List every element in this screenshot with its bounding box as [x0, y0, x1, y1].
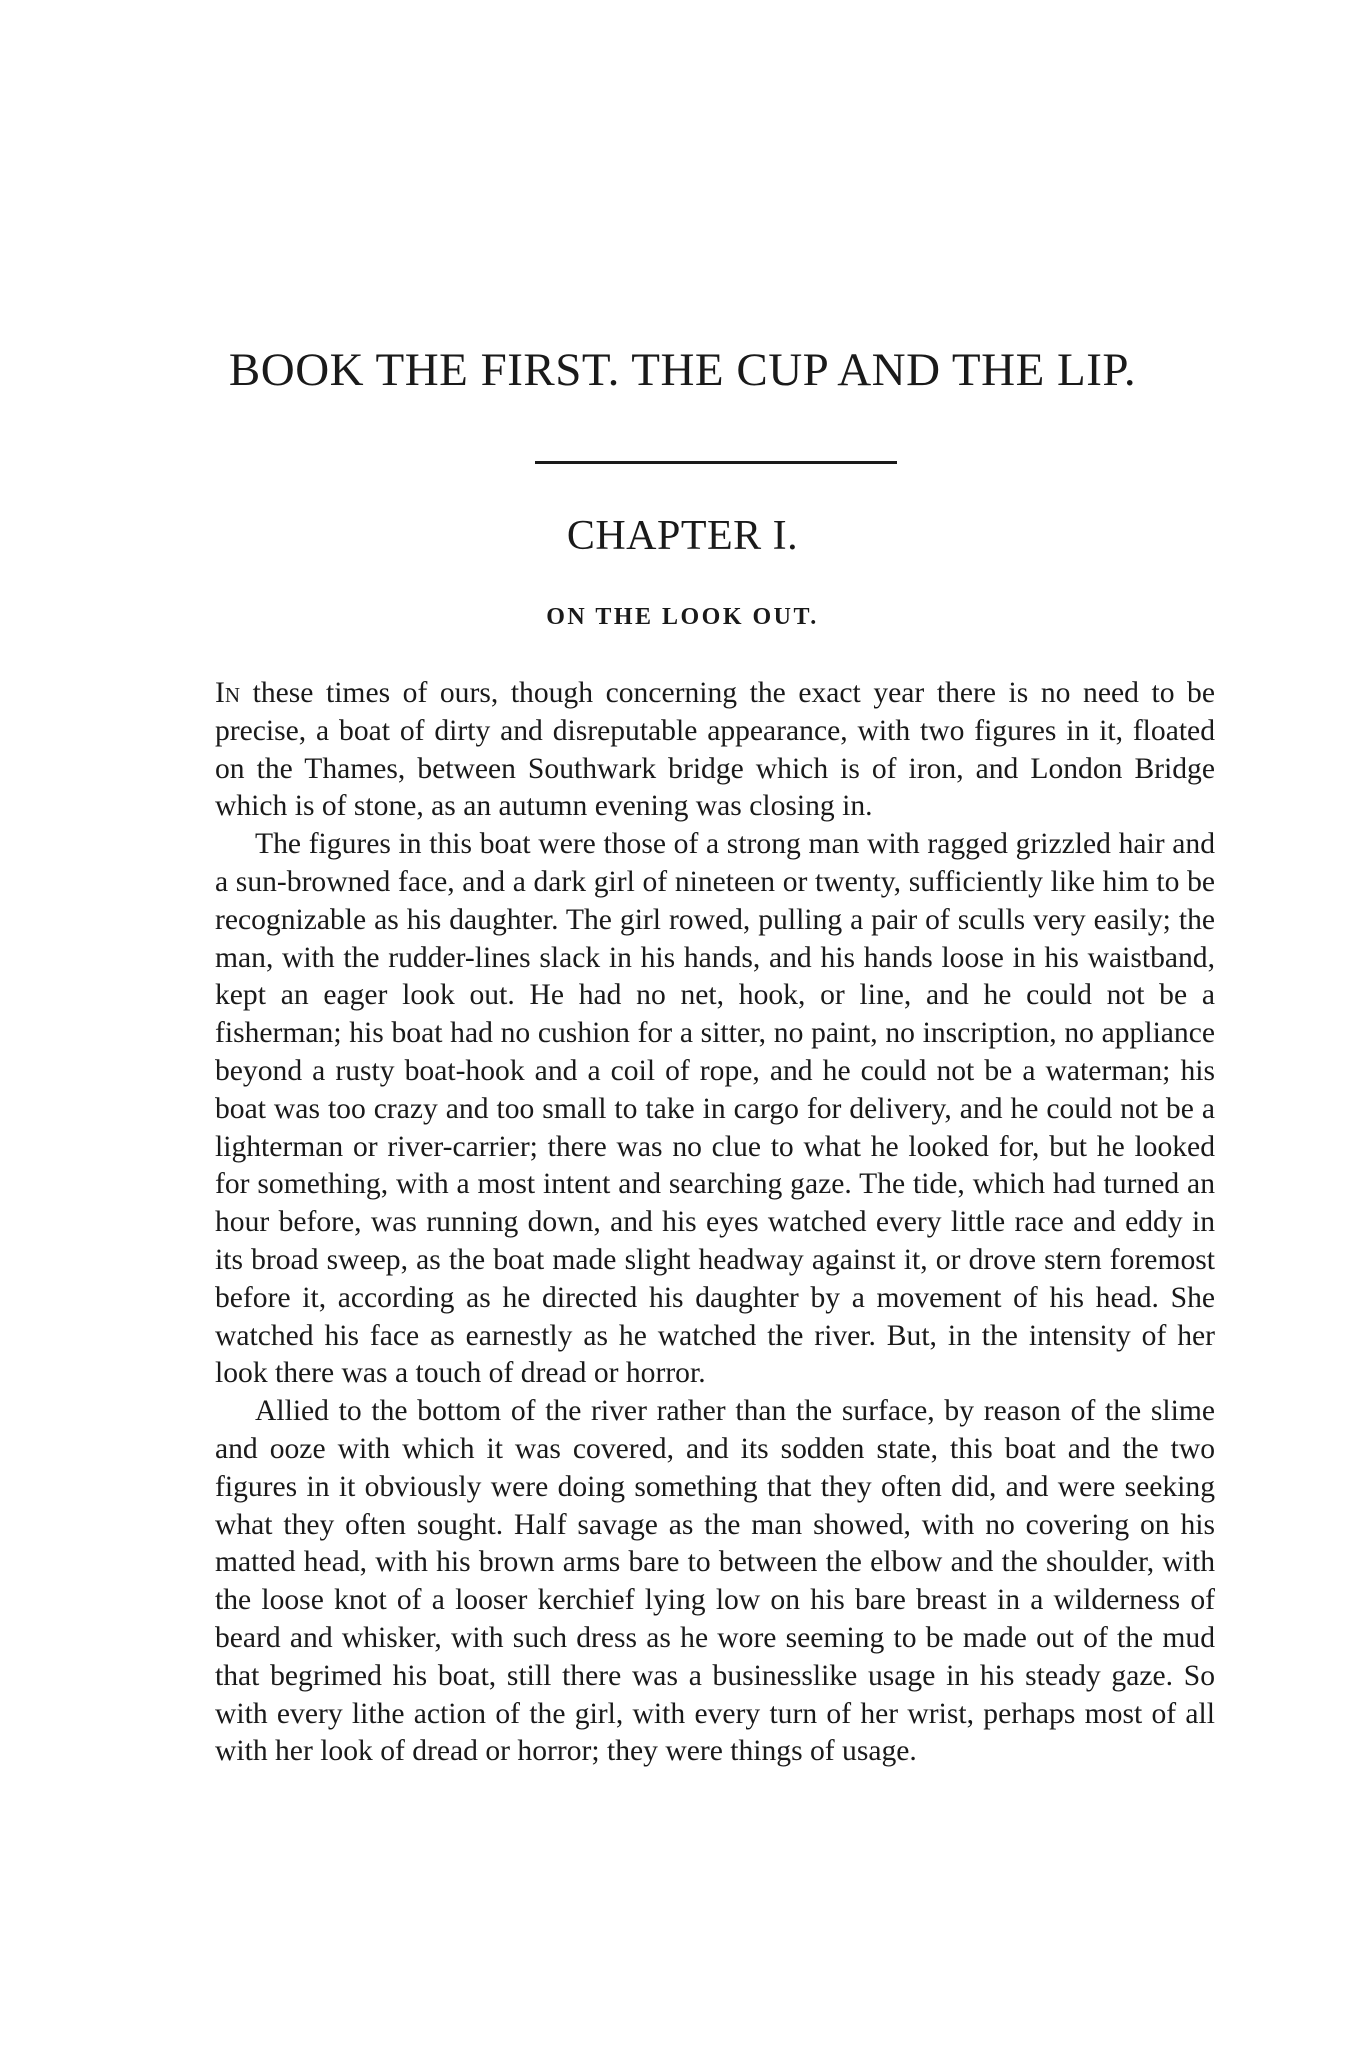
chapter-subtitle: ON THE LOOK OUT.: [546, 604, 819, 630]
paragraph-text: these times of ours, though concerning the exact year there is no need to be precise, a boat of dirty and disreputable appearance, with two figures in it, floated on the Thames, between Southwark bridge which is of iron, and London Bridge which is of stone, as an autumn evening was closing in.: [215, 677, 1215, 823]
paragraph-1: [215, 675, 1215, 826]
paragraph-3: Allied to the bottom of the river rather than the surface, by reason of the slime and ooze with which it was covered, and its sodden state, this boat and the two figures in it obviously were doing something that they often did, and were seeking what they often sought. Half savage as the man showed, with no covering on his matted head, with his brown arms bare to between the elbow and the shoulder, with the loose knot of a looser kerchief lying low on his bare breast in a wilderness of beard and whisker, with such dress as he wore seeming to be made out of the mud that begrimed his boat, still there was a businesslike usage in his steady gaze. So with every lithe action of the girl, with every turn of her wrist, perhaps most of all with her look of dread or horror; they were things of usage.: [215, 1395, 1215, 1768]
book-title: BOOK THE FIRST. THE CUP AND THE LIP.: [228, 344, 1137, 396]
paragraph-lead-word: In: [215, 677, 241, 709]
title-divider: [535, 461, 897, 464]
chapter-body: [215, 675, 1215, 1771]
paragraph-2: The figures in this boat were those of a strong man with ragged grizzled hair and a sun-browned face, and a dark girl of nineteen or twenty, sufficiently like him to be recognizable as his daughter. The girl rowed, pulling a pair of sculls very easily; the man, with the rudder-lines slack in his hands, and his hands loose in his waistband, kept an eager look out. He had no net, hook, or line, and he could not be a fisherman; his boat had no cushion for a sitter, no paint, no inscription, no appliance beyond a rusty boat-hook and a coil of rope, and he could not be a waterman; his boat was too crazy and too small to take in cargo for delivery, and he could not be a lighterman or river-carrier; there was no clue to what he looked for, but he looked for something, with a most intent and searching gaze. The tide, which had turned an hour before, was running down, and his eyes watched every little race and eddy in its broad sweep, as the boat made slight headway against it, or drove stern foremost before it, according as he directed his daughter by a movement of his head. She watched his face as earnestly as he watched the river. But, in the intensity of her look there was a touch of dread or horror.: [215, 828, 1215, 1390]
chapter-title: CHAPTER I.: [566, 513, 799, 559]
